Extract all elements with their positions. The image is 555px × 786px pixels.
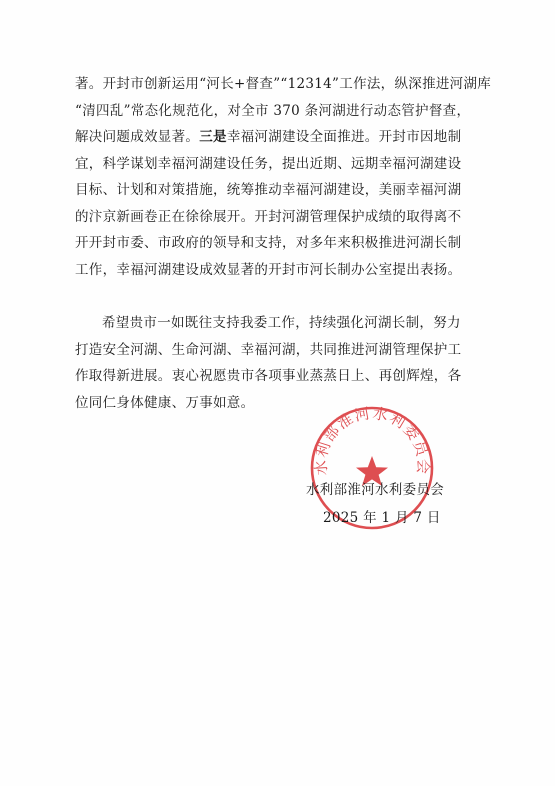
- text-line: 位同仁身体健康、万事如意。: [75, 394, 255, 411]
- paragraph-wishes: [75, 310, 485, 416]
- seal-text-path: 水利部淮河水利委员会: [311, 404, 433, 476]
- text-line: 著。开封市创新运用“河长+督查”“12314”工作法，纵深推进河湖库: [75, 76, 492, 92]
- text-line: 的汴京新画卷正在徐徐展开。开封河湖管理保护成绩的取得离不: [75, 208, 462, 225]
- text-line: [75, 124, 485, 151]
- signature-date: 2025 年 1 月 7 日: [323, 510, 441, 526]
- text-line: “清四乱”常态化规范化，对全市 370 条河湖进行动态管护督查，: [75, 102, 471, 119]
- paragraph-achievements: [75, 71, 492, 283]
- signature-organization: 水利部淮河水利委员会: [306, 482, 444, 498]
- text-line: 作取得新进展。衷心祝愿贵市各项事业蒸蒸日上、再创辉煌，各: [75, 368, 462, 384]
- text-line: 开开封市委、市政府的领导和支持，对多年来积极推进河湖长制: [75, 235, 462, 251]
- emphasis-label: 三是: [199, 129, 227, 145]
- text-line: 工作，幸福河湖建设成效显著的开封市河长制办公室提出表扬。: [75, 261, 462, 278]
- text-line: 希望贵市一如既往支持我委工作，持续强化河湖长制，努力: [102, 315, 461, 331]
- text-line: 打造安全河湖、生命河湖、幸福河湖，共同推进河湖管理保护工: [75, 341, 462, 358]
- text-line: 目标、计划和对策措施，统筹推动幸福河湖建设，美丽幸福河湖: [75, 182, 462, 198]
- text-segment: 解决问题成效显著。: [75, 129, 200, 145]
- text-segment: 幸福河湖建设全面推进。开封市因地制: [226, 129, 462, 145]
- text-line: 宜，科学谋划幸福河湖建设任务，提出近期、远期幸福河湖建设: [75, 155, 462, 172]
